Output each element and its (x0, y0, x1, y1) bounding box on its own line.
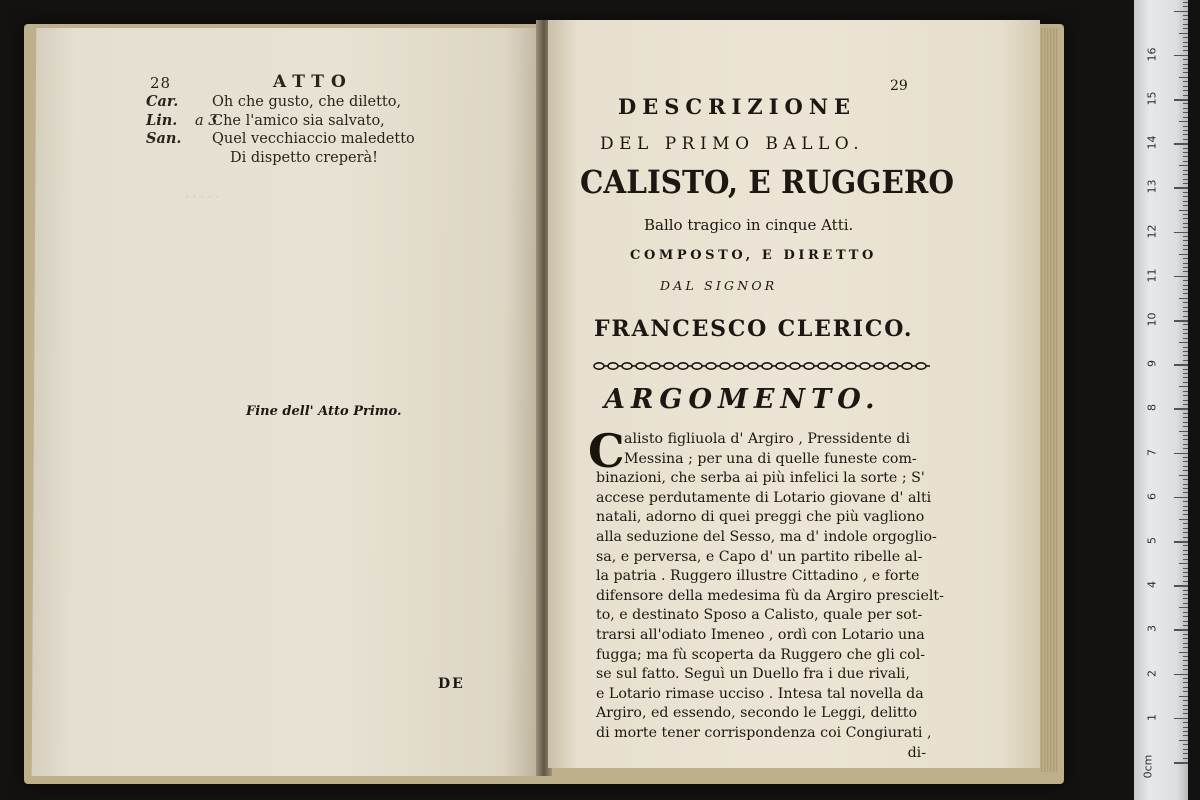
ruler-tick (1183, 183, 1188, 184)
ruler-tick (1183, 90, 1188, 91)
ruler-tick (1183, 214, 1188, 215)
ruler-tick (1174, 541, 1188, 543)
ruler-tick (1183, 621, 1188, 622)
verse-text: Di dispetto creperà! (230, 149, 378, 166)
ruler-tick (1183, 722, 1188, 723)
ruler-number: 7 (1145, 448, 1159, 456)
ornament-knot (776, 363, 786, 369)
ruler-tick (1183, 95, 1188, 96)
left-page-header (150, 72, 353, 92)
body-line: se sul fatto. Seguì un Duello fra i due rivali, (596, 666, 910, 683)
ruler-tick (1183, 179, 1188, 180)
ruler-tick (1183, 758, 1188, 759)
verse-text: Oh che gusto, che diletto, (212, 94, 402, 110)
ornament-knot (720, 363, 730, 369)
ruler-tick (1179, 121, 1188, 122)
ornament-knot (748, 363, 758, 369)
ruler-tick (1179, 33, 1188, 34)
ruler-tick (1183, 550, 1188, 551)
ruler-tick (1183, 510, 1188, 511)
ruler-tick (1183, 72, 1188, 73)
title-line-composto: COMPOSTO, E DIRETTO (630, 248, 877, 263)
ruler-tick (1174, 11, 1188, 13)
ruler-tick (1183, 369, 1188, 370)
body-line: di morte tener corrispondenza coi Congiurati , (596, 724, 932, 741)
body-line: natali, adorno di quei preggi che più vagliono (596, 509, 925, 526)
ruler-tick (1183, 377, 1188, 378)
ruler-tick (1183, 249, 1188, 250)
ruler-tick (1183, 643, 1188, 644)
ruler-tick (1183, 426, 1188, 427)
body-line: Argiro, ed essendo, secondo le Leggi, delitto (596, 705, 918, 722)
ruler-tick (1183, 245, 1188, 246)
ruler-tick (1183, 50, 1188, 51)
ruler-tick (1183, 448, 1188, 449)
title-line-author: FRANCESCO CLERICO. (594, 316, 914, 342)
ruler-tick (1183, 227, 1188, 228)
ruler-tick (1183, 422, 1188, 423)
act-end-line: Fine dell' Atto Primo. (246, 404, 402, 419)
ruler-tick (1183, 603, 1188, 604)
ruler-tick (1183, 205, 1188, 206)
ruler-tick (1183, 68, 1188, 69)
ruler-tick (1183, 360, 1188, 361)
ruler-tick (1183, 280, 1188, 281)
drop-cap: C (588, 424, 625, 478)
ruler-tick (1183, 258, 1188, 259)
ruler-tick (1183, 753, 1188, 754)
ruler-tick (1183, 413, 1188, 414)
ruler-number: 9 (1145, 360, 1159, 368)
ruler-tick (1183, 174, 1188, 175)
ruler-tick (1179, 254, 1188, 255)
ornament-knot (594, 363, 604, 369)
ruler-tick (1183, 395, 1188, 396)
body-line: difensore della medesima fù da Argiro prescielt- (596, 587, 944, 604)
ruler-tick (1179, 696, 1188, 697)
ornament-knot (650, 363, 660, 369)
ruler-tick (1183, 391, 1188, 392)
ornament-knot (818, 363, 828, 369)
title-line-descrizione: DESCRIZIONE (618, 94, 857, 119)
ruler-tick (1183, 727, 1188, 728)
ruler-tick (1183, 749, 1188, 750)
ruler-tick (1183, 492, 1188, 493)
left-verse-block (146, 93, 415, 167)
right-page-content (548, 20, 1040, 768)
body-line: e Lotario rimase ucciso . Intesa tal novella da (596, 685, 924, 702)
ruler-tick (1183, 302, 1188, 303)
ruler-tick (1183, 338, 1188, 339)
ruler-tick (1183, 347, 1188, 348)
ruler-tick (1183, 625, 1188, 626)
ruler-tick (1183, 691, 1188, 692)
body-line: to, e destinato Sposo a Calisto, quale per sot- (596, 607, 923, 624)
ruler-tick (1174, 497, 1188, 499)
ruler-tick (1183, 417, 1188, 418)
ruler-tick (1183, 37, 1188, 38)
verse-text: Quel vecchiaccio maledetto (212, 131, 415, 147)
ruler-tick (1179, 210, 1188, 211)
ruler-tick (1183, 461, 1188, 462)
ornament-knot (706, 363, 716, 369)
ruler-tick (1183, 267, 1188, 268)
ruler-tick (1183, 382, 1188, 383)
ruler-tick (1183, 638, 1188, 639)
ruler-tick (1183, 444, 1188, 445)
ornament-knot (678, 363, 688, 369)
ruler-tick (1183, 616, 1188, 617)
ruler-tick (1183, 532, 1188, 533)
ruler-tick (1183, 289, 1188, 290)
body-line: accese perdutamente di Lotario giovane d' alti (596, 489, 932, 506)
body-line: alisto figliuola d' Argiro , Pressidente di (624, 431, 911, 447)
left-page-number: 28 (150, 74, 172, 92)
ruler-number: 10 (1145, 312, 1159, 327)
ruler-tick (1183, 329, 1188, 330)
ruler-tick (1179, 652, 1188, 653)
ornament-knot (762, 363, 772, 369)
ruler-tick (1183, 479, 1188, 480)
ruler-tick (1183, 316, 1188, 317)
ruler-tick (1179, 563, 1188, 564)
ruler-tick (1183, 484, 1188, 485)
ruler-tick (1183, 355, 1188, 356)
ruler-number: 3 (1145, 625, 1159, 633)
ruler-tick (1183, 576, 1188, 577)
ruler-tick (1183, 682, 1188, 683)
ruler-tick (1183, 647, 1188, 648)
ruler-tick (1174, 55, 1188, 57)
ornament-rule (590, 358, 930, 374)
ruler-tick (1183, 134, 1188, 135)
ruler-tick (1183, 457, 1188, 458)
ruler-tick (1183, 665, 1188, 666)
ruler-number: 15 (1145, 91, 1159, 106)
ruler-tick (1183, 24, 1188, 25)
ruler-tick (1183, 192, 1188, 193)
body-line: alla seduzione del Sesso, ma d' indole orgoglio- (596, 528, 937, 545)
ruler-tick (1183, 404, 1188, 405)
ruler-number: 5 (1145, 537, 1159, 544)
ruler-tick (1183, 64, 1188, 65)
ruler-tick (1179, 298, 1188, 299)
body-line: sa, e perversa, e Capo d' un partito ribelle al- (596, 548, 923, 565)
ruler-number: 14 (1145, 135, 1159, 150)
ornament-knot (874, 363, 884, 369)
ruler-tick (1183, 373, 1188, 374)
ruler-tick (1183, 528, 1188, 529)
ruler-unit-label: 0cm (1141, 754, 1155, 779)
body-line: trarsi all'odiato Imeneo , ordì con Lotario una (596, 626, 925, 643)
ruler-tick (1174, 762, 1188, 764)
ruler-tick (1183, 148, 1188, 149)
ruler-tick (1183, 6, 1188, 7)
ruler-tick (1174, 143, 1188, 145)
ruler-tick (1174, 232, 1188, 234)
ruler-number: 4 (1145, 581, 1159, 589)
ruler-tick (1183, 130, 1188, 131)
speaker-label: Lin. (146, 111, 178, 129)
ruler-tick (1183, 687, 1188, 688)
ensemble-marker: a 3 (195, 112, 218, 129)
ruler-tick (1183, 545, 1188, 546)
show-through-text: · · · · · (185, 190, 220, 204)
ruler-tick (1183, 700, 1188, 701)
ornament-knot (692, 363, 702, 369)
ruler-tick (1179, 740, 1188, 741)
ruler-tick (1179, 342, 1188, 343)
ruler-tick (1183, 324, 1188, 325)
verse-line (146, 111, 385, 131)
ruler-tick (1183, 735, 1188, 736)
ruler-tick (1174, 718, 1188, 720)
verse-text: Che l'amico sia salvato, (212, 112, 385, 129)
ruler-tick (1183, 311, 1188, 312)
speaker-label: San. (146, 130, 182, 147)
ruler-tick (1183, 669, 1188, 670)
ruler-tick (1183, 559, 1188, 560)
ruler-tick (1183, 612, 1188, 613)
ruler-tick (1183, 731, 1188, 732)
ruler-tick (1179, 77, 1188, 78)
ruler-tick (1183, 170, 1188, 171)
verse-line (146, 149, 378, 168)
ornament-knot (804, 363, 814, 369)
ornament-knot (888, 363, 898, 369)
title-line-calisto: CALISTO, E RUGGERO (580, 163, 954, 201)
ruler-tick (1183, 488, 1188, 489)
ruler-tick (1174, 674, 1188, 676)
ruler-tick (1183, 240, 1188, 241)
ruler-tick (1174, 320, 1188, 322)
ornament-knot (734, 363, 744, 369)
ruler-tick (1179, 607, 1188, 608)
ruler-tick (1183, 501, 1188, 502)
ruler-tick (1183, 466, 1188, 467)
ruler-tick (1183, 713, 1188, 714)
ruler-tick (1174, 276, 1188, 278)
ruler-tick (1183, 42, 1188, 43)
ruler-tick (1183, 263, 1188, 264)
ruler-number: 12 (1145, 224, 1159, 239)
ruler-tick (1183, 554, 1188, 555)
ornament-knot (790, 363, 800, 369)
ornament-knot (860, 363, 870, 369)
right-page-number: 29 (890, 78, 908, 94)
ruler-tick (1183, 59, 1188, 60)
ruler-tick (1183, 351, 1188, 352)
ruler-number: 8 (1145, 404, 1159, 412)
ruler-tick (1183, 15, 1188, 16)
ruler-tick (1183, 2, 1188, 3)
ruler-tick (1179, 475, 1188, 476)
ruler-number: 16 (1145, 47, 1159, 62)
ruler-tick (1179, 165, 1188, 166)
ruler-number: 11 (1145, 268, 1159, 283)
ruler-tick (1179, 386, 1188, 387)
ruler-tick (1183, 108, 1188, 109)
ruler-tick (1183, 568, 1188, 569)
ruler-tick (1183, 678, 1188, 679)
title-line-primo-ballo: DEL PRIMO BALLO. (600, 134, 865, 154)
ruler-tick (1183, 285, 1188, 286)
ruler-tick (1179, 431, 1188, 432)
ruler-tick (1183, 218, 1188, 219)
speaker-label: Car. (146, 93, 179, 110)
ruler-tick (1183, 117, 1188, 118)
ruler-tick (1183, 598, 1188, 599)
ruler-tick (1183, 581, 1188, 582)
ornament-knot (846, 363, 856, 369)
ornament-knot (636, 363, 646, 369)
ornament-knot (622, 363, 632, 369)
ruler-tick (1183, 46, 1188, 47)
ruler-number: 2 (1145, 669, 1159, 677)
ruler-tick (1174, 629, 1188, 631)
body-line: la patria . Ruggero illustre Cittadino , e forte (596, 568, 920, 585)
ruler-tick (1183, 28, 1188, 29)
page-edges (1040, 28, 1058, 772)
ruler-tick (1183, 400, 1188, 401)
ruler-tick (1183, 656, 1188, 657)
ruler-tick (1183, 537, 1188, 538)
left-catchword: DE (438, 676, 465, 692)
section-heading: ARGOMENTO. (604, 384, 881, 415)
ornament-knot (832, 363, 842, 369)
ruler-tick (1183, 196, 1188, 197)
ruler-tick (1183, 19, 1188, 20)
ruler-number: 13 (1145, 179, 1159, 194)
ornament-knot (664, 363, 674, 369)
ruler-tick (1183, 435, 1188, 436)
ruler-tick (1174, 408, 1188, 410)
ruler-tick (1183, 307, 1188, 308)
body-line: fugga; ma fù scoperta da Ruggero che gli col- (596, 646, 926, 663)
body-line: Messina ; per una di quelle funeste com- (624, 450, 917, 467)
ruler-tick (1183, 126, 1188, 127)
ruler-tick (1183, 152, 1188, 153)
measuring-ruler (1134, 0, 1188, 800)
ruler-number: 6 (1145, 492, 1159, 500)
ruler-tick (1174, 187, 1188, 189)
ruler-tick (1183, 439, 1188, 440)
ruler-tick (1183, 103, 1188, 104)
ruler-tick (1183, 293, 1188, 294)
body-line: binazioni, che serba ai più infelici la sorte ; S' (596, 470, 925, 487)
ruler-tick (1183, 161, 1188, 162)
ruler-tick (1183, 236, 1188, 237)
body-text (596, 430, 944, 763)
ruler-tick (1183, 590, 1188, 591)
ruler-tick (1174, 453, 1188, 455)
ornament-knot (916, 363, 926, 369)
ruler-tick (1183, 744, 1188, 745)
ruler-tick (1183, 634, 1188, 635)
ruler-tick (1183, 660, 1188, 661)
verse-line (146, 93, 402, 112)
ruler-tick (1183, 156, 1188, 157)
ruler-tick (1179, 519, 1188, 520)
ruler-number: 1 (1145, 713, 1159, 721)
title-line-subtitle: Ballo tragico in cinque Atti. (644, 216, 854, 234)
ornament-knot (902, 363, 912, 369)
title-line-signor: DAL SIGNOR (660, 278, 778, 293)
ruler-tick (1183, 271, 1188, 272)
ruler-tick (1183, 705, 1188, 706)
ruler-tick (1183, 201, 1188, 202)
ruler-tick (1183, 223, 1188, 224)
ruler-tick (1183, 112, 1188, 113)
left-running-head: ATTO (273, 72, 353, 92)
ruler-tick (1183, 514, 1188, 515)
ruler-tick (1183, 81, 1188, 82)
ruler-tick (1183, 594, 1188, 595)
ruler-tick (1183, 523, 1188, 524)
ruler-tick (1183, 139, 1188, 140)
ruler-tick (1183, 572, 1188, 573)
ruler-tick (1183, 709, 1188, 710)
ruler-tick (1174, 364, 1188, 366)
ruler-tick (1183, 333, 1188, 334)
ruler-tick (1183, 470, 1188, 471)
right-catchword: di- (907, 744, 926, 761)
ruler-tick (1174, 585, 1188, 587)
ruler-tick (1183, 506, 1188, 507)
ornament-knot (608, 363, 618, 369)
verse-line (146, 130, 415, 149)
ruler-tick (1183, 86, 1188, 87)
ruler-tick (1174, 99, 1188, 101)
